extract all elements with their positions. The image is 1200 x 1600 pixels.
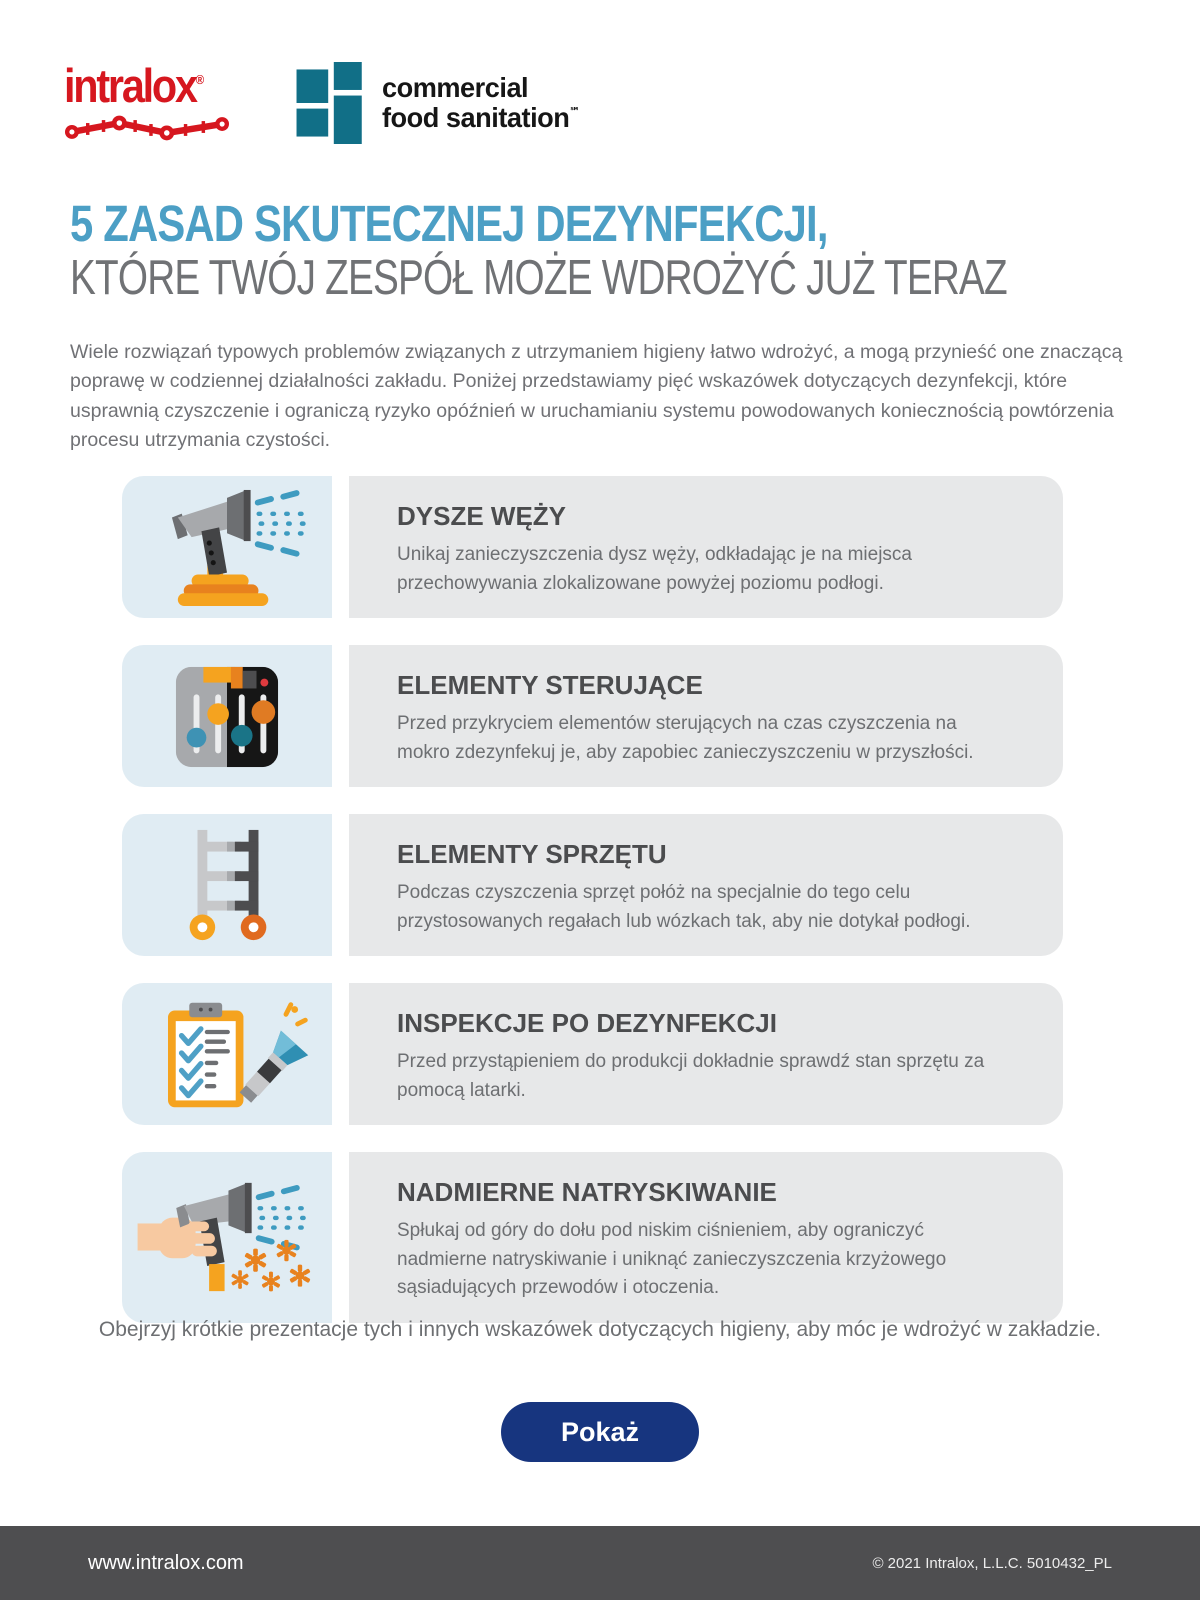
header-logos (64, 59, 586, 144)
tip-heading: DYSZE WĘŻY (397, 501, 567, 531)
control-panel-icon (122, 645, 332, 787)
tip-row-inspections (122, 983, 1063, 1125)
cfs-line1: commercial (382, 72, 529, 104)
tip-body: Przed przystąpieniem do produkcji dokładnie sprawdź stan sprzętu za pomocą latarki. (397, 1051, 985, 1101)
tip-text-panel (349, 983, 1063, 1125)
tip-heading: NADMIERNE NATRYSKIWANIE (397, 1177, 777, 1207)
tip-text-panel (349, 476, 1063, 618)
inspection-checklist-flashlight-icon (122, 983, 332, 1125)
tips-list (122, 476, 1063, 1323)
registered-mark: ® (195, 72, 205, 87)
intralox-wordmark-text: intralox (64, 59, 196, 112)
tip-body: Podczas czyszczenia sprzęt połóż na specjalnie do tego celu przystosowanych regałach lub wózkach tak, aby nie dotykał podłogi. (397, 882, 971, 932)
cfs-line2 (382, 103, 580, 133)
tip-heading: ELEMENTY STERUJĄCE (397, 670, 703, 700)
page-title (70, 196, 1170, 306)
equipment-rack-icon (122, 814, 332, 956)
tip-body: Przed przykryciem elementów sterujących na czas czyszczenia na mokro zdezynfekuj je, aby zapobiec zanieczyszczeniu w przyszłości. (397, 713, 974, 763)
commercial-food-sanitation-logo (296, 62, 586, 144)
title-line-1: 5 ZASAD SKUTECZNEJ DEZYNFEKCJI, (70, 195, 828, 252)
cfs-wordmark (382, 73, 580, 133)
tip-row-hose-nozzles (122, 476, 1063, 618)
cfs-line2-text: food sanitation (382, 102, 570, 133)
cfs-squares-icon (296, 62, 366, 144)
footer-website-link[interactable]: www.intralox.com (88, 1551, 244, 1574)
intralox-logo (64, 59, 236, 142)
intralox-chain-icon (64, 112, 232, 142)
cta-prompt: Obejrzyj krótkie prezentacje tych i innych wskazówek dotyczących higieny, aby móc je wdrożyć w zakładzie. (98, 1318, 1102, 1341)
intralox-wordmark (64, 59, 215, 112)
tip-heading: ELEMENTY SPRZĘTU (397, 839, 667, 869)
tip-text-panel (349, 814, 1063, 956)
tip-row-equipment (122, 814, 1063, 956)
tip-heading: INSPEKCJE PO DEZYNFEKCJI (397, 1008, 777, 1038)
tip-text-panel (349, 645, 1063, 787)
hand-sprayer-overspray-icon (122, 1152, 332, 1323)
hose-nozzle-icon (122, 476, 332, 618)
tip-row-controls (122, 645, 1063, 787)
tip-row-overspray (122, 1152, 1063, 1323)
tip-body: Unikaj zanieczyszczenia dysz węży, odkładając je na miejsca przechowywania zlokalizowane powyżej poziomu podłogi. (397, 544, 912, 594)
service-mark: ℠ (569, 106, 580, 118)
title-line-2: KTÓRE TWÓJ ZESPÓŁ MOŻE WDROŻYĆ JUŻ TERAZ (70, 251, 1007, 306)
show-button[interactable]: Pokaż (501, 1402, 699, 1462)
intro-paragraph: Wiele rozwiązań typowych problemów związanych z utrzymaniem higieny łatwo wdrożyć, a mogą przynieść one znaczącą poprawę w codziennej działalności zakładu. Poniżej przedstawiamy pięć wskazówek dotyczących dezynfekcji, które usprawnią czyszczenie i ograniczą ryzyko opóźnień w uruchamianiu systemu powodowanych koniecznością powtórzenia procesu utrzymania czystości. (70, 341, 1123, 451)
footer (0, 1526, 1200, 1600)
tip-body: Spłukaj od góry do dołu pod niskim ciśnieniem, aby ograniczyć nadmierne natryskiwanie i uniknąć zanieczyszczenia krzyżowego sąsiadujących przewodów i otoczenia. (397, 1220, 947, 1298)
tip-text-panel (349, 1152, 1063, 1323)
footer-copyright: © 2021 Intralox, L.L.C. 5010432_PL (872, 1554, 1112, 1572)
